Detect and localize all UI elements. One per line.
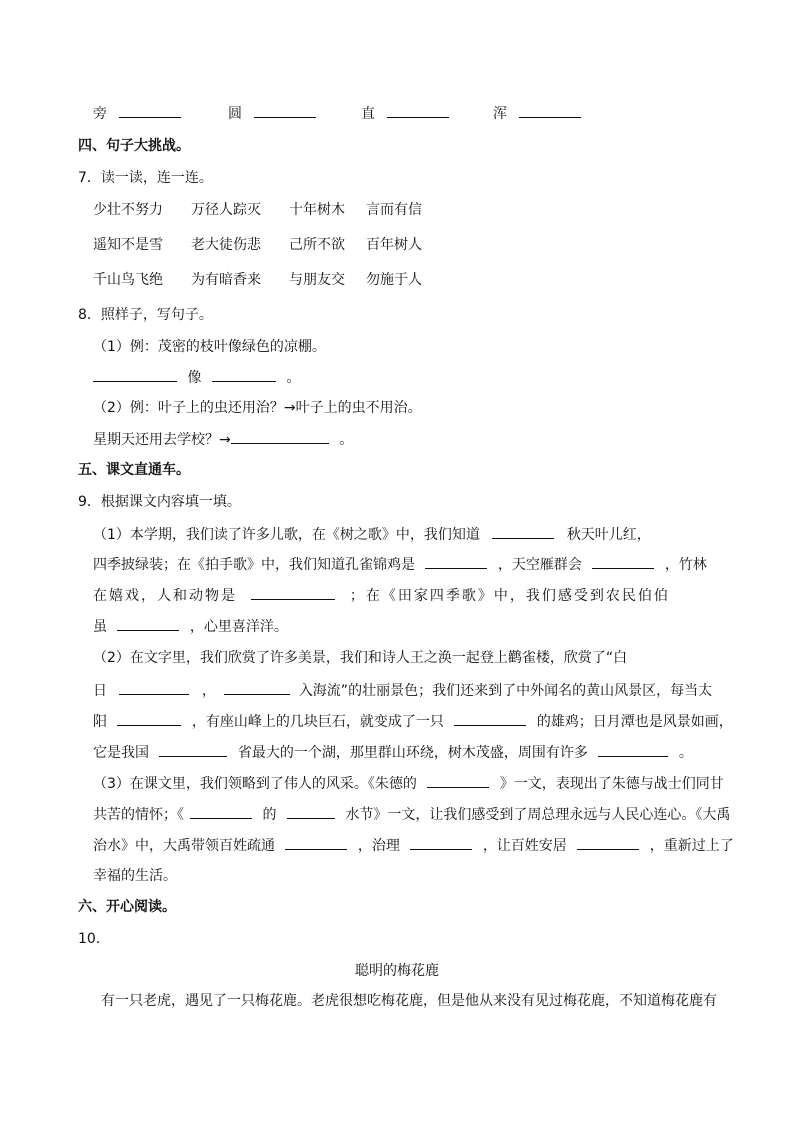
match-item[interactable]: 老大徒伤悲 (191, 237, 261, 253)
answer-blank[interactable] (119, 680, 189, 695)
text: 秋天叶儿红， (566, 527, 651, 543)
match-item[interactable]: 百年树人 (366, 237, 422, 253)
section-heading: 四、句子大挑战。 (78, 138, 190, 154)
answer-blank[interactable] (119, 103, 181, 118)
char-label: 圆 (228, 106, 242, 122)
char-label: 旁 (93, 106, 107, 122)
paragraph-line (93, 742, 693, 763)
paragraph-line: （2）在文字里，我们欣赏了许多美景，我们和诗人王之涣一起登上鹳雀楼，欣赏了“白 (93, 650, 628, 666)
answer-blank[interactable] (251, 585, 335, 600)
char-item (93, 103, 181, 124)
text: ，有座山峰上的几块巨石，就变成了一只 (191, 714, 444, 730)
text: （3）在课文里，我们领略到了伟人的风采。《朱德的 (93, 776, 417, 792)
text: ，治理 (357, 838, 400, 854)
text: 。 (678, 745, 693, 761)
answer-blank[interactable] (117, 711, 181, 726)
answer-blank[interactable] (159, 742, 227, 757)
answer-blank[interactable] (519, 103, 581, 118)
text: 入海流”的壮丽景色；我们还来到了中外闻名的黄山风景区，每当太 (298, 683, 713, 699)
answer-blank[interactable] (592, 554, 654, 569)
answer-blank[interactable] (224, 680, 290, 695)
text: （1）本学期，我们读了许多儿歌，在《树之歌》中，我们知道 (93, 527, 480, 543)
match-item[interactable]: 万径人踪灭 (191, 202, 261, 218)
punct: 。 (286, 370, 301, 386)
char-item (361, 103, 449, 124)
paragraph-line (93, 711, 733, 732)
text: 日 (93, 683, 107, 699)
story-text: 有一只老虎，遇见了一只梅花鹿。老虎很想吃梅花鹿，但是他从来没有见过梅花鹿，不知道梅花鹿有 (101, 993, 717, 1009)
answer-blank[interactable] (231, 429, 329, 444)
match-item[interactable]: 十年树木 (289, 202, 345, 218)
paragraph-line (93, 680, 712, 701)
match-item[interactable]: 己所不欲 (289, 237, 345, 253)
answer-blank[interactable] (425, 554, 487, 569)
text: ；在《田家四季歌》中，我们感受到农民伯伯 (349, 588, 670, 604)
text: 水节》一文，让我们感受到了周总理永远与人民心连心。《大禹 (345, 807, 731, 823)
section-heading: 六、开心阅读。 (78, 899, 176, 915)
answer-blank[interactable] (454, 711, 526, 726)
text: 省最大的一个湖，那里群山环绕，树木茂盛，周围有许多 (237, 745, 588, 761)
answer-blank[interactable] (285, 835, 347, 850)
text: 在嬉戏，人和动物是 (93, 588, 237, 604)
prompt-text: 星期天还用去学校？→ (93, 432, 231, 448)
paragraph-line (93, 585, 670, 606)
text: 的 (262, 807, 277, 823)
answer-blank[interactable] (410, 835, 472, 850)
punct: 。 (339, 432, 354, 448)
text: ，让百姓安居 (482, 838, 567, 854)
example-text: （1）例：茂密的枝叶像绿色的凉棚。 (93, 339, 326, 355)
answer-blank[interactable] (93, 367, 177, 382)
paragraph-line: 幸福的生活。 (93, 868, 177, 884)
question-title: 10． (78, 931, 110, 947)
paragraph-line (93, 835, 734, 856)
char-item (493, 103, 581, 124)
text: ， (201, 683, 216, 699)
section-heading: 五、课文直通车。 (78, 462, 190, 478)
answer-blank[interactable] (598, 742, 668, 757)
text: ，竹林 (664, 557, 707, 573)
answer-blank[interactable] (212, 367, 276, 382)
fill-line (93, 429, 353, 450)
answer-blank[interactable] (577, 835, 639, 850)
char-item (228, 103, 316, 124)
text: 的雄鸡；日月潭也是风景如画， (536, 714, 733, 730)
match-item[interactable]: 言而有信 (366, 202, 422, 218)
paragraph-line (93, 616, 288, 637)
answer-blank[interactable] (117, 616, 179, 631)
text: 它是我国 (93, 745, 149, 761)
paragraph-line (93, 554, 707, 575)
answer-blank[interactable] (287, 804, 335, 819)
story-title: 聪明的梅花鹿 (355, 963, 439, 979)
match-item[interactable]: 少壮不努力 (93, 202, 163, 218)
text: 四季披绿装；在《拍手歌》中，我们知道孔雀锦鸡是 (93, 557, 415, 573)
text: 治水》中，大禹带领百姓疏通 (93, 838, 275, 854)
question-title: 7．读一读，连一连。 (78, 170, 213, 186)
paragraph-line (93, 524, 651, 545)
answer-blank[interactable] (387, 103, 449, 118)
connector-text: 像 (187, 370, 202, 386)
example-text: （2）例：叶子上的虫还用治？→叶子上的虫不用治。 (93, 400, 422, 416)
answer-blank[interactable] (427, 773, 489, 788)
fill-line (93, 367, 300, 388)
paragraph-line (93, 773, 724, 794)
match-item[interactable]: 遥知不是雪 (93, 237, 163, 253)
match-item[interactable]: 勿施于人 (366, 272, 422, 288)
answer-blank[interactable] (190, 804, 252, 819)
answer-blank[interactable] (492, 524, 554, 539)
question-title: 8．照样子，写句子。 (78, 307, 213, 323)
text: 》一文，表现出了朱德与战士们同甘 (499, 776, 724, 792)
text: 共苦的情怀；《 (93, 807, 184, 823)
char-label: 直 (361, 106, 375, 122)
text: 虽 (93, 619, 107, 635)
text: ，心里喜洋洋。 (189, 619, 288, 635)
text: ，重新过上了 (649, 838, 734, 854)
match-item[interactable]: 千山鸟飞绝 (93, 272, 163, 288)
char-label: 浑 (493, 106, 507, 122)
text: ，天空雁群会 (497, 557, 582, 573)
paragraph-line (93, 804, 730, 825)
text: 阳 (93, 714, 107, 730)
question-title: 9．根据课文内容填一填。 (78, 494, 241, 510)
answer-blank[interactable] (254, 103, 316, 118)
match-item[interactable]: 为有暗香来 (191, 272, 261, 288)
match-item[interactable]: 与朋友交 (289, 272, 345, 288)
